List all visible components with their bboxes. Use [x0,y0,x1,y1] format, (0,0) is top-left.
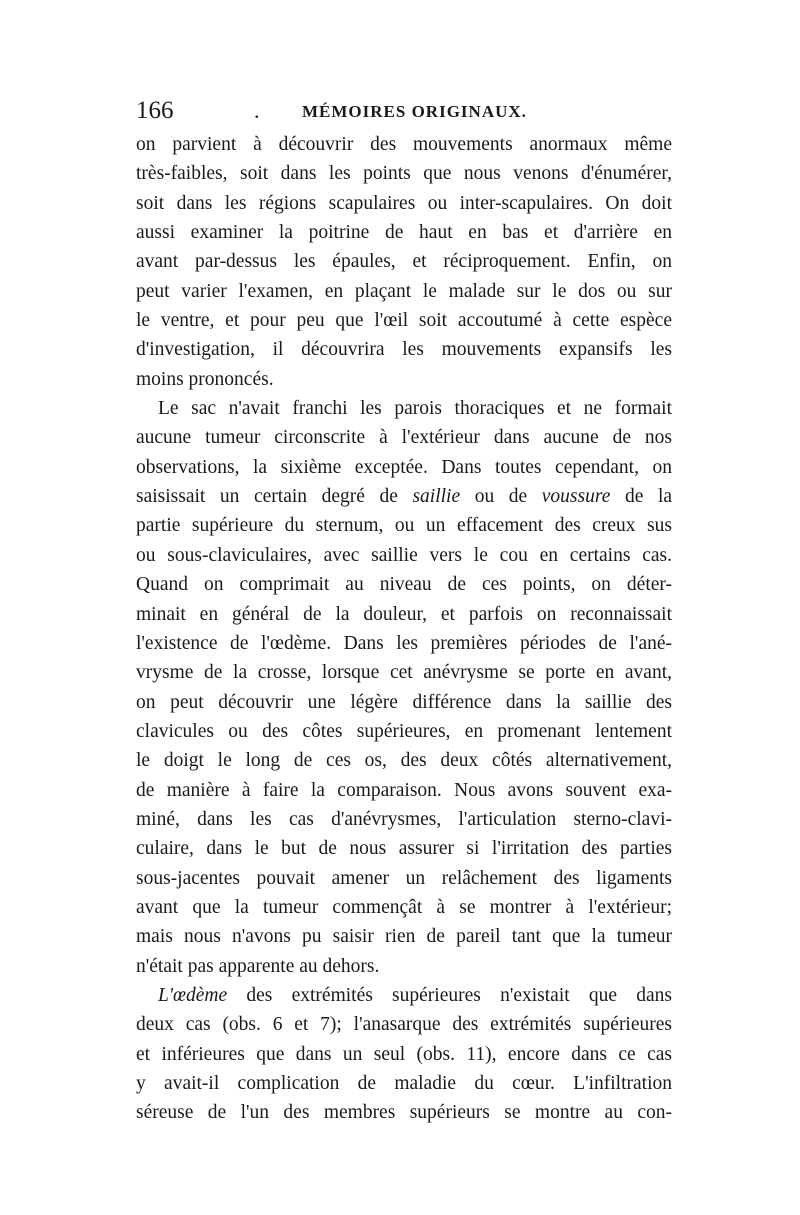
text-line-3: soit dans les régions scapulaires ou inter-scapulaires. On doit [136,192,672,214]
text-line-23: de manière à faire la comparaison. Nous avons souvent exa- [136,779,672,801]
text-line-27: avant que la tumeur commençât à se montrer à l'extérieur; [136,896,672,918]
header-separator: . [254,98,260,123]
emphasis-saillie: saillie [412,486,461,508]
text-line-34: séreuse de l'un des membres supérieurs se montre au con- [136,1102,672,1124]
text-line-20: on peut découvrir une légère différence dans la saillie des [136,691,672,713]
text-line-29: n'était pas apparente au dehors. [136,955,380,977]
text-line-16: Quand on comprimait au niveau de ces points, on déter- [136,574,672,596]
text-line-13-start: saisissait un certain degré de [136,486,413,508]
text-line-19: vrysme de la crosse, lorsque cet anévrysme se porte en avant, [136,662,672,684]
text-line-22: le doigt le long de ces os, des deux côtés alternativement, [136,750,672,772]
text-line-18: l'existence de l'œdème. Dans les premières périodes de l'ané- [136,632,672,654]
text-line-9: moins prononcés. [136,368,274,390]
text-line-13-end: de la [610,486,673,508]
text-line-26: sous-jacentes pouvait amener un relâchement des ligaments [136,867,672,889]
text-line-17: minait en général de la douleur, et parfois on reconnaissait [136,603,672,625]
body-text [136,130,672,1128]
text-line-30 [136,981,672,1010]
emphasis-voussure: voussure [541,486,611,508]
running-title: MÉMOIRES ORIGINAUX. [302,102,527,121]
text-line-31: deux cas (obs. 6 et 7); l'anasarque des extrémités supérieures [136,1014,672,1036]
text-line-2: très-faibles, soit dans les points que nous venons d'énumérer, [136,163,672,185]
text-line-13-mid: ou de [460,486,542,508]
text-line-5: avant par-dessus les épaules, et réciproquement. Enfin, on [136,251,672,273]
text-line-7: le ventre, et pour peu que l'œil soit accoutumé à cette espèce [136,310,672,332]
emphasis-oedeme: L'œdème [158,984,228,1006]
text-line-12: observations, la sixième exceptée. Dans toutes cependant, on [136,456,672,478]
text-line-24: miné, dans les cas d'anévrysmes, l'articulation sterno-clavi- [136,808,672,830]
running-head [136,96,672,126]
text-line-6: peut varier l'examen, en plaçant le malade sur le dos ou sur [136,280,672,302]
text-line-11: aucune tumeur circonscrite à l'extérieur dans aucune de nos [136,427,672,449]
text-line-21: clavicules ou des côtes supérieures, en promenant lentement [136,720,672,742]
text-line-25: culaire, dans le but de nous assurer si l'irritation des parties [136,838,672,860]
text-line-32: et inférieures que dans un seul (obs. 11), encore dans ce cas [136,1043,672,1065]
text-line-13 [136,482,672,511]
text-line-10: Le sac n'avait franchi les parois thoraciques et ne formait [158,398,672,420]
text-line-30-rest: des extrémités supérieures n'existait que dans [227,984,672,1006]
text-line-14: partie supérieure du sternum, ou un effacement des creux sus [136,515,672,537]
page-number: 166 [136,97,174,124]
text-line-33: y avait-il complication de maladie du cœur. L'infiltration [136,1073,672,1094]
text-line-28: mais nous n'avons pu saisir rien de pareil tant que la tumeur [136,926,672,948]
text-line-1: on parvient à découvrir des mouvements anormaux même [136,134,672,155]
text-line-4: aussi examiner la poitrine de haut en bas et d'arrière en [136,222,672,244]
text-line-8: d'investigation, il découvrira les mouvements expansifs les [136,339,672,361]
text-line-15: ou sous-claviculaires, avec saillie vers le cou en certains cas. [136,544,672,566]
